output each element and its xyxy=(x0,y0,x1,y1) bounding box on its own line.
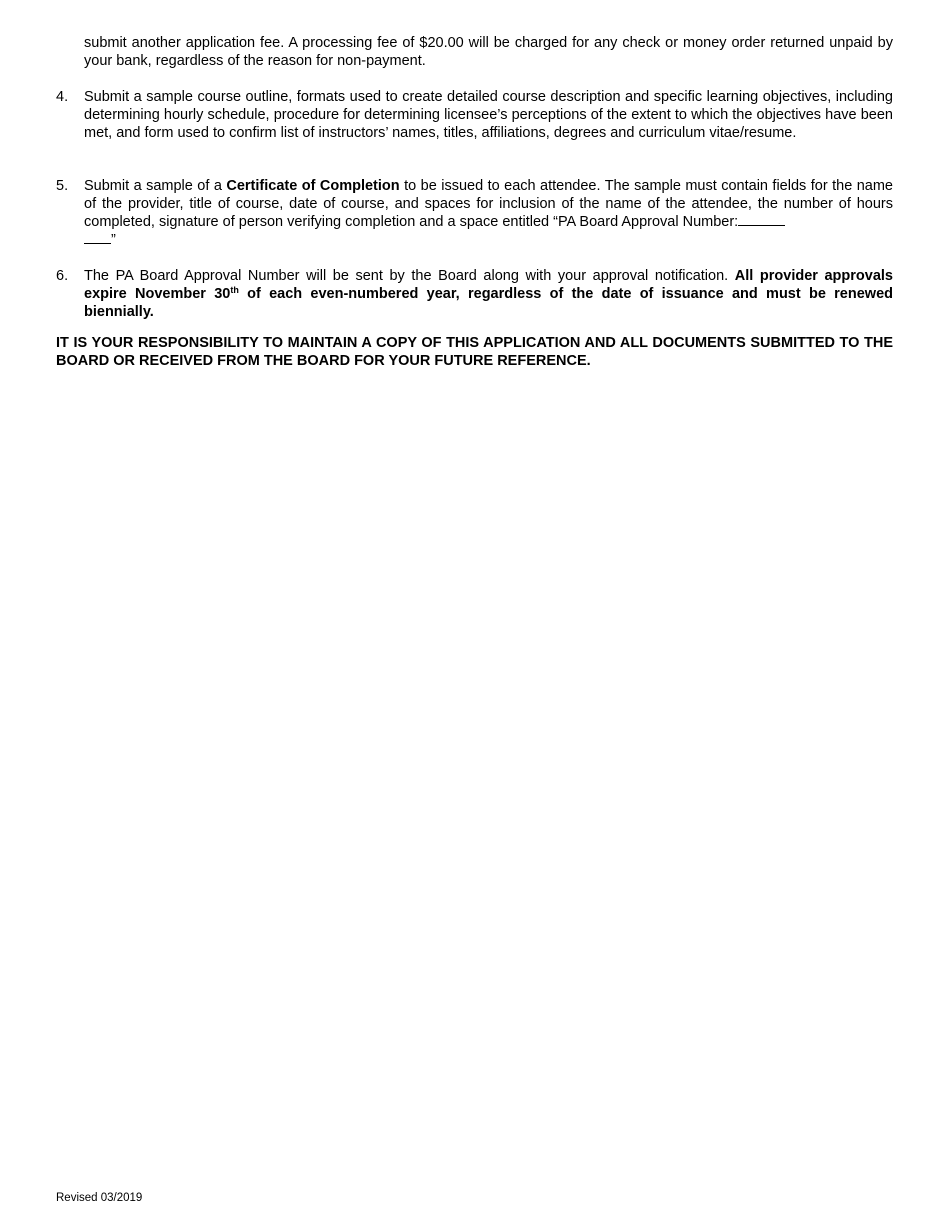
expiration-emphasis-end: of each even-numbered year, regardless of the date of issuance and must be renewed biennially. xyxy=(84,286,893,320)
list-item-6 xyxy=(56,267,893,321)
responsibility-notice-text: IT IS YOUR RESPONSIBILITY TO MAINTAIN A COPY OF THIS APPLICATION AND ALL DOCUMENTS SUBMITTED TO THE BOARD OR RECEIVED FROM THE BOARD FOR YOUR FUTURE REFERENCE. xyxy=(56,335,893,369)
list-item-5-text-before: Submit a sample of a xyxy=(84,178,227,194)
revision-footer xyxy=(56,1191,142,1205)
list-item-6-text-before: The PA Board Approval Number will be sent by the Board along with your approval notification. xyxy=(84,268,735,284)
certificate-of-completion-emphasis: Certificate of Completion xyxy=(226,178,400,194)
continued-paragraph-text: submit another application fee. A processing fee of $20.00 will be charged for any check or money order returned unpaid by your bank, regardless of the reason for non-payment. xyxy=(84,35,893,69)
list-item-number: 5. xyxy=(56,178,69,194)
closing-quote: ” xyxy=(111,232,116,248)
list-item-5 xyxy=(56,177,893,249)
responsibility-notice xyxy=(56,334,893,370)
list-item-text xyxy=(84,88,893,142)
revision-date: Revised 03/2019 xyxy=(56,1192,143,1204)
approval-number-blank-line xyxy=(738,213,785,226)
list-item-4-text: Submit a sample course outline, formats used to create detailed course description and specific learning objectives, including determining hourly schedule, procedure for determining licensee’s perceptions of the extent to which the objectives have been met, and form used to confirm list of instructors’ names, titles, affiliations, degrees and curriculum vitae/resume. xyxy=(84,89,893,141)
continued-paragraph xyxy=(84,34,893,70)
list-item-4 xyxy=(56,88,893,142)
list-item-number: 4. xyxy=(56,89,69,105)
list-item-text xyxy=(84,177,893,249)
list-item-5-text-after: to be issued to each attendee. The sample must contain fields for the name of the provider, title of course, date of course, and spaces for inclusion of the name of the attendee, the number of hours completed, signature of person verifying completion and a space entitled “PA Board Approval Number: xyxy=(84,178,893,230)
ordinal-suffix: th xyxy=(230,285,239,295)
list-item-text xyxy=(84,267,893,321)
expiration-emphasis-start: All provider approvals expire November 30 xyxy=(84,268,893,302)
list-item-number: 6. xyxy=(56,268,69,284)
approval-number-blank-line-continued xyxy=(84,231,111,244)
